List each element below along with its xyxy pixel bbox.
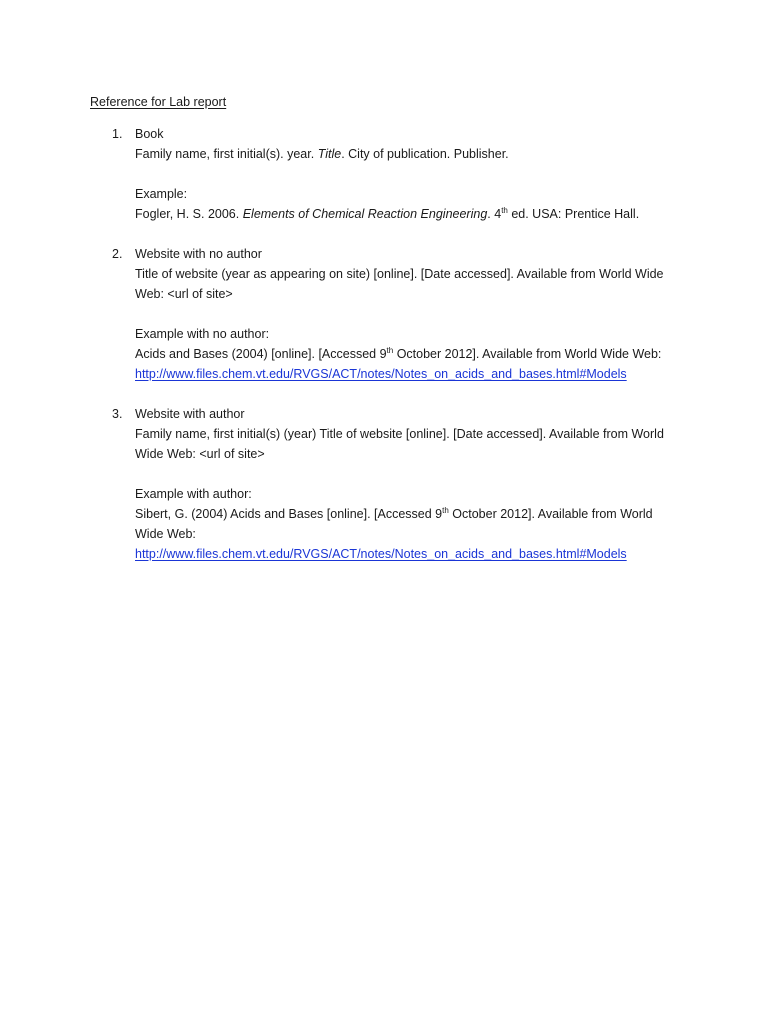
format-text: . City of publication. Publisher. — [341, 147, 509, 161]
citation-text: Fogler, H. S. 2006. — [135, 207, 243, 221]
format-italic-text: Title — [317, 147, 342, 161]
spacer — [135, 304, 690, 324]
citation-italic-text: Elements of Chemical Reaction Engineering — [242, 207, 488, 221]
superscript: th — [386, 346, 394, 355]
example-label: Example: — [135, 187, 188, 201]
citation-text: . 4 — [487, 207, 502, 221]
reference-body — [135, 244, 690, 384]
superscript: th — [442, 506, 449, 515]
reference-format: Family name, first initial(s) (year) Title of website [online]. [Date accessed]. Available from World Wide Web: <url of site> — [135, 427, 664, 461]
reference-format — [135, 144, 690, 164]
citation-text: October 2012]. Available from World Wide Web: — [135, 507, 653, 541]
spacer — [135, 464, 690, 484]
reference-format: Title of website (year as appearing on site) [online]. [Date accessed]. Available from World Wide Web: <url of site> — [135, 267, 664, 301]
reference-link[interactable]: http://www.files.chem.vt.edu/RVGS/ACT/notes/Notes_on_acids_and_bases.html#Models — [135, 367, 627, 381]
superscript: th — [501, 206, 508, 215]
example-label: Example with no author: — [135, 327, 270, 341]
reference-link[interactable]: http://www.files.chem.vt.edu/RVGS/ACT/notes/Notes_on_acids_and_bases.html#Models — [135, 547, 627, 561]
citation-text: ed. USA: Prentice Hall. — [507, 207, 640, 221]
list-number: 3. — [112, 407, 123, 421]
list-number: 1. — [112, 127, 123, 141]
reference-heading: Website with author — [135, 407, 245, 421]
example-label: Example with author: — [135, 487, 252, 501]
reference-heading: Book — [135, 127, 164, 141]
reference-body — [135, 124, 690, 224]
example-citation — [135, 344, 690, 364]
example-citation — [135, 204, 690, 224]
citation-text: Acids and Bases (2004) [online]. [Accessed 9 — [135, 347, 387, 361]
spacer — [135, 164, 690, 184]
format-text: Family name, first initial(s). year. — [135, 147, 318, 161]
reference-heading: Website with no author — [135, 247, 262, 261]
example-citation — [135, 504, 670, 544]
citation-text: Sibert, G. (2004) Acids and Bases [online]. [Accessed 9 — [135, 507, 443, 521]
list-number: 2. — [112, 247, 123, 261]
citation-text: October 2012]. Available from World Wide Web: — [393, 347, 662, 361]
page-title: Reference for Lab report — [90, 95, 227, 109]
reference-body — [135, 404, 690, 564]
